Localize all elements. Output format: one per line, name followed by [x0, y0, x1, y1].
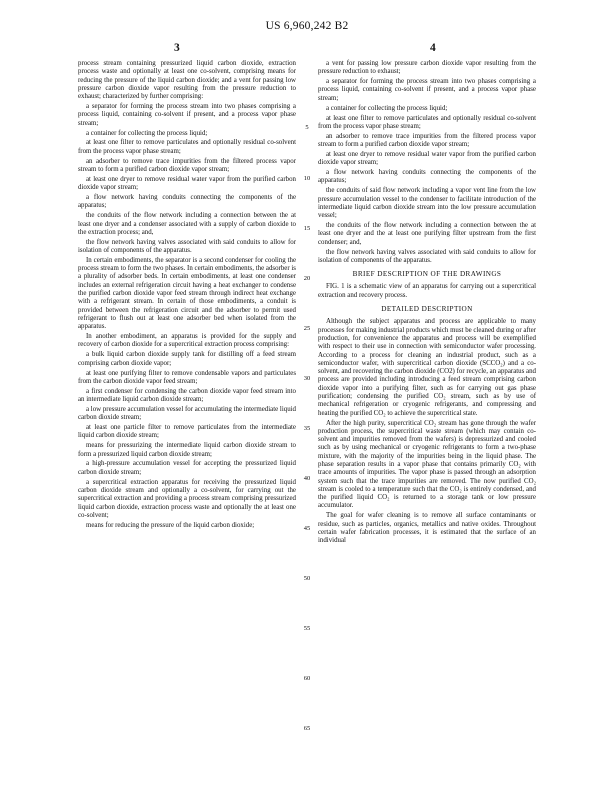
- line-number: 20: [303, 275, 311, 282]
- paragraph: a low pressure accumulation vessel for accumulating the intermediate liquid carbon dioxide stream;: [78, 405, 296, 422]
- line-number: 50: [303, 575, 311, 582]
- right-column: [318, 60, 536, 547]
- paragraph: a container for collecting the process liquid;: [326, 104, 448, 112]
- paragraph: In certain embodiments, the separator is a second condenser for cooling the process stream to form the two phases. In certain embodiments, the adsorber is a plurality of adsorber beds. In certain embodiments, at least one condenser includes an external refrigeration circuit having a heat exchanger to condense the purified carbon dioxide vapor feed stream through indirect heat exchange with a refrigerant stream. In certain of those embodiments, a conduit is provided between the refrigeration circuit and the adsorber to permit used refrigerant to flush out at least one adsorber bed when isolated from the apparatus.: [78, 256, 296, 331]
- line-number: 65: [303, 725, 311, 732]
- section-heading-drawings: BRIEF DESCRIPTION OF THE DRAWINGS: [352, 270, 502, 279]
- line-number: 45: [303, 525, 311, 532]
- line-number: 5: [305, 124, 309, 131]
- paragraph: Although the subject apparatus and process are applicable to many processes for making industrial products which must be cleaned during or after production, for convenience the apparatus and process will be exemplified with respect to their use in connection with semiconductor wafer processing. According to a process for cleaning an industrial product, such as a semiconductor wafer, with supercritical carbon dioxide (SCCO₂) and a co-solvent, and recovering the carbon dioxide (CO2) for recycle, an apparatus and process are provided including introducing a feed stream comprising carbon dioxide vapor into a purifying filter, such as for carrying out gas phase purification; condensing the purified CO₂ stream, such as by use of mechanical refrigeration or cryogenic refrigerants, and compressing and heating the purified CO₂ to achieve the supercritical state.: [318, 318, 536, 417]
- line-number: 30: [303, 375, 311, 382]
- paragraph: at least one dryer to remove residual water vapor from the purified carbon dioxide vapor stream;: [78, 175, 296, 192]
- paragraph: FIG. 1 is a schematic view of an apparatus for carrying out a supercritical extraction and recovery process.: [318, 283, 536, 299]
- paragraph: In another embodiment, an apparatus is provided for the supply and recovery of carbon dioxide for a supercritical extraction process comprising:: [78, 333, 296, 349]
- paragraph: means for reducing the pressure of the liquid carbon dioxide;: [86, 521, 255, 529]
- paragraph: a high-pressure accumulation vessel for accepting the pressurized liquid carbon dioxide stream;: [78, 460, 296, 476]
- page-number-right: 4: [430, 42, 436, 54]
- paragraph: a container for collecting the process liquid;: [86, 129, 208, 137]
- paragraph: a separator for forming the process stream into two phases comprising a process liquid, containing co-solvent if present, and a process vapor phase stream;: [78, 103, 296, 127]
- left-column: [78, 60, 296, 532]
- paragraph: at least one purifying filter to remove condensable vapors and particulates from the carbon dioxide vapor feed stream;: [78, 369, 296, 385]
- section-heading-detailed: DETAILED DESCRIPTION: [381, 305, 473, 314]
- paragraph: the flow network having valves associated with said conduits to allow for isolation of components of the apparatus.: [78, 238, 296, 254]
- paragraph: means for pressurizing the intermediate liquid carbon dioxide stream to form a pressurized liquid carbon dioxide stream;: [78, 442, 296, 458]
- line-number: 15: [303, 225, 311, 232]
- paragraph: the conduits of said flow network including a vapor vent line from the low pressure accumulation vessel to the condenser to facilitate introduction of the intermediate liquid carbon dioxide stream into the low pressure accumulation vessel;: [318, 187, 536, 220]
- paragraph: an adsorber to remove trace impurities from the filtered process vapor stream to form a purified carbon dioxide vapor stream;: [318, 132, 536, 149]
- paragraph: at least one filter to remove particulates and optionally residual co-solvent from the process vapor phase stream;: [318, 114, 536, 130]
- paragraph: a bulk liquid carbon dioxide supply tank for distilling off a feed stream comprising carbon dioxide vapor;: [78, 351, 296, 367]
- paragraph: The goal for wafer cleaning is to remove all surface contaminants or residue, such as particles, organics, metallics and native oxides. Throughout certain wafer fabrication processes, it is estimated that the surface of an individual: [318, 512, 536, 545]
- paragraph: a flow network having conduits connecting the components of the apparatus;: [318, 169, 536, 185]
- line-number: 10: [303, 175, 311, 182]
- paragraph: the conduits of the flow network including a connection between the at least one dryer and the at least one purifying filter upstream from the first condenser; and,: [318, 222, 536, 246]
- paragraph: After the high purity, supercritical CO₂ stream has gone through the wafer production process, the supercritical waste stream (which may contain co-solvent and impurities removed from the wafers) is depressurized and cooled such as by using mechanical or cryogenic refrigerants to form a two-phase mixture, with the majority of the impurities being in the liquid phase. The phase separation results in a vapor phase that contains primarily CO₂ with trace amounts of impurities. The vapor phase is passed through an adsorption system such that the trace impurities are removed. The now purified CO₂ stream is cooled to a temperature such that the CO₂ is entirely condensed, and the purified liquid CO₂ is returned to a storage tank or low pressure accumulator.: [318, 419, 536, 510]
- paragraph: a first condenser for condensing the carbon dioxide vapor feed stream into an intermediate liquid carbon dioxide stream;: [78, 387, 296, 403]
- paragraph: the flow network having valves associated with said conduits to allow for isolation of components of the apparatus.: [318, 248, 536, 264]
- line-number: 60: [303, 675, 311, 682]
- paragraph: an adsorber to remove trace impurities from the filtered process vapor stream to form a purified carbon dioxide vapor stream;: [78, 157, 296, 173]
- patent-number: US 6,960,242 B2: [265, 20, 349, 32]
- line-number: 40: [303, 475, 311, 482]
- paragraph: a separator for forming the process stream into two phases comprising a process liquid, containing co-solvent if present, and a process vapor phase stream;: [318, 78, 536, 102]
- page-number-left: 3: [174, 42, 180, 54]
- paragraph: the conduits of the flow network including a connection between the at least one dryer and a condenser associated with a supply of carbon dioxide to the extraction process; and,: [78, 212, 296, 236]
- paragraph: a flow network having conduits connecting the components of the apparatus;: [78, 194, 296, 210]
- paragraph: at least one particle filter to remove particulates from the intermediate liquid carbon dioxide stream;: [78, 424, 296, 440]
- paragraph: a supercritical extraction apparatus for receiving the pressurized liquid carbon dioxide stream and optionally a co-solvent, for carrying out the supercritical extraction and providing a process stream comprising pressurized liquid carbon dioxide, extraction process waste and optionally the at least one co-solvent;: [78, 478, 296, 519]
- line-number: 25: [303, 325, 311, 332]
- paragraph: at least one dryer to remove residual water vapor from the purified carbon dioxide vapor stream;: [318, 150, 536, 167]
- line-number: 55: [303, 625, 311, 632]
- paragraph: process stream containing pressurized liquid carbon dioxide, extraction process waste and optionally at least one co-solvent, comprising means for reducing the pressure of the liquid carbon dioxide; and a vent for passing low pressure carbon dioxide vapor resulting from the pressure reduction to exhaust; characterized by further comprising:: [78, 60, 296, 101]
- paragraph: a vent for passing low pressure carbon dioxide vapor resulting from the pressure reduction to exhaust;: [318, 60, 536, 76]
- line-number: 35: [303, 425, 311, 432]
- paragraph: at least one filter to remove particulates and optionally residual co-solvent from the process vapor phase stream;: [78, 139, 296, 155]
